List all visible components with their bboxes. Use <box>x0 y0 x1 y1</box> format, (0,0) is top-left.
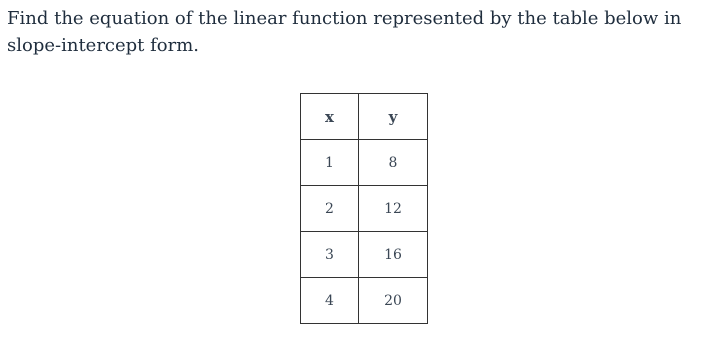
cell-y: 16 <box>359 232 428 278</box>
function-table <box>300 93 428 324</box>
header-y: y <box>359 94 428 140</box>
table-header-row <box>301 94 428 140</box>
cell-y: 12 <box>359 186 428 232</box>
cell-y: 20 <box>359 278 428 324</box>
function-table-container <box>300 93 428 324</box>
cell-x: 1 <box>301 140 359 186</box>
table-row <box>301 186 428 232</box>
question-text: Find the equation of the linear function represented by the table below in slope-intercept form. <box>7 8 682 56</box>
table-row <box>301 278 428 324</box>
cell-x: 4 <box>301 278 359 324</box>
table-row <box>301 232 428 278</box>
cell-y: 8 <box>359 140 428 186</box>
cell-x: 3 <box>301 232 359 278</box>
table-row <box>301 140 428 186</box>
header-x: x <box>301 94 359 140</box>
cell-x: 2 <box>301 186 359 232</box>
